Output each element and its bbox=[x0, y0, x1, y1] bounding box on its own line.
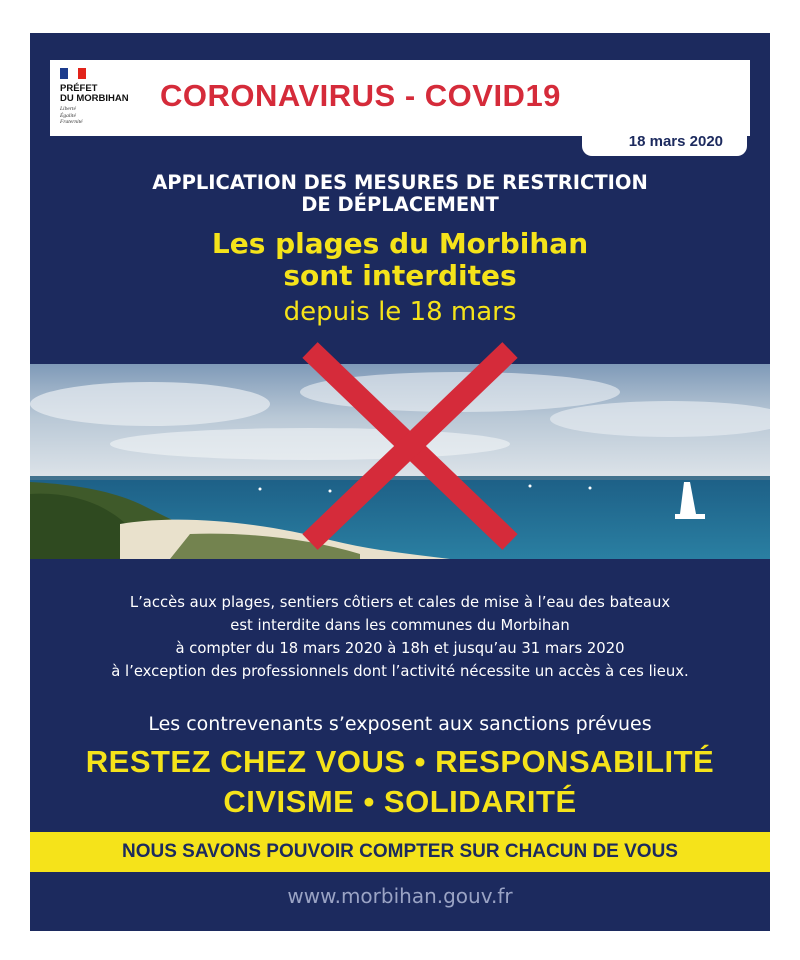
yellow-banner: NOUS SAVONS POUVOIR COMPTER SUR CHACUN DE VOUS bbox=[30, 832, 770, 872]
sanctions-warning: Les contrevenants s’exposent aux sanctions prévues bbox=[148, 713, 652, 735]
motto-egalite: Égalité bbox=[60, 112, 76, 119]
motto bbox=[60, 106, 83, 126]
headline bbox=[30, 228, 770, 292]
intro-line2: DE DÉPLACEMENT bbox=[301, 193, 499, 216]
slogan-line2: CIVISME • SOLIDARITÉ bbox=[223, 784, 577, 819]
body-line1: L’accès aux plages, sentiers côtiers et cales de mise à l’eau des bateaux bbox=[129, 594, 671, 611]
restriction-details bbox=[30, 591, 770, 683]
prohibited-cross-icon bbox=[290, 336, 530, 556]
prefet-line2: DU MORBIHAN bbox=[60, 93, 129, 104]
header-bar bbox=[50, 60, 750, 136]
motto-liberte: Liberté bbox=[60, 106, 76, 112]
prefet-logo bbox=[60, 66, 150, 130]
headline-line2: sont interdites bbox=[283, 259, 517, 292]
slogan-line1: RESTEZ CHEZ VOUS • RESPONSABILITÉ bbox=[85, 744, 715, 779]
body-line2: est interdite dans les communes du Morbihan bbox=[230, 617, 570, 634]
website-link[interactable]: www.morbihan.gouv.fr bbox=[287, 884, 513, 908]
body-line4: à l’exception des professionnels dont l’activité nécessite un accès à ces lieux. bbox=[111, 663, 689, 680]
since-date: depuis le 18 mars bbox=[283, 297, 517, 327]
headline-line1: Les plages du Morbihan bbox=[211, 227, 589, 260]
slogan bbox=[30, 742, 770, 822]
page-title: CORONAVIRUS - COVID19 bbox=[160, 78, 561, 113]
french-flag-icon bbox=[60, 68, 86, 79]
body-line3: à compter du 18 mars 2020 à 18h et jusqu’au 31 mars 2020 bbox=[175, 640, 625, 657]
date-tab bbox=[582, 126, 747, 156]
prefet-line1: PRÉFET bbox=[60, 83, 98, 94]
prefet-label bbox=[60, 84, 129, 104]
intro-line1: APPLICATION DES MESURES DE RESTRICTION bbox=[152, 171, 648, 194]
date-label: 18 mars 2020 bbox=[628, 133, 723, 150]
intro-heading bbox=[30, 172, 770, 216]
motto-fraternite: Fraternité bbox=[60, 119, 83, 125]
